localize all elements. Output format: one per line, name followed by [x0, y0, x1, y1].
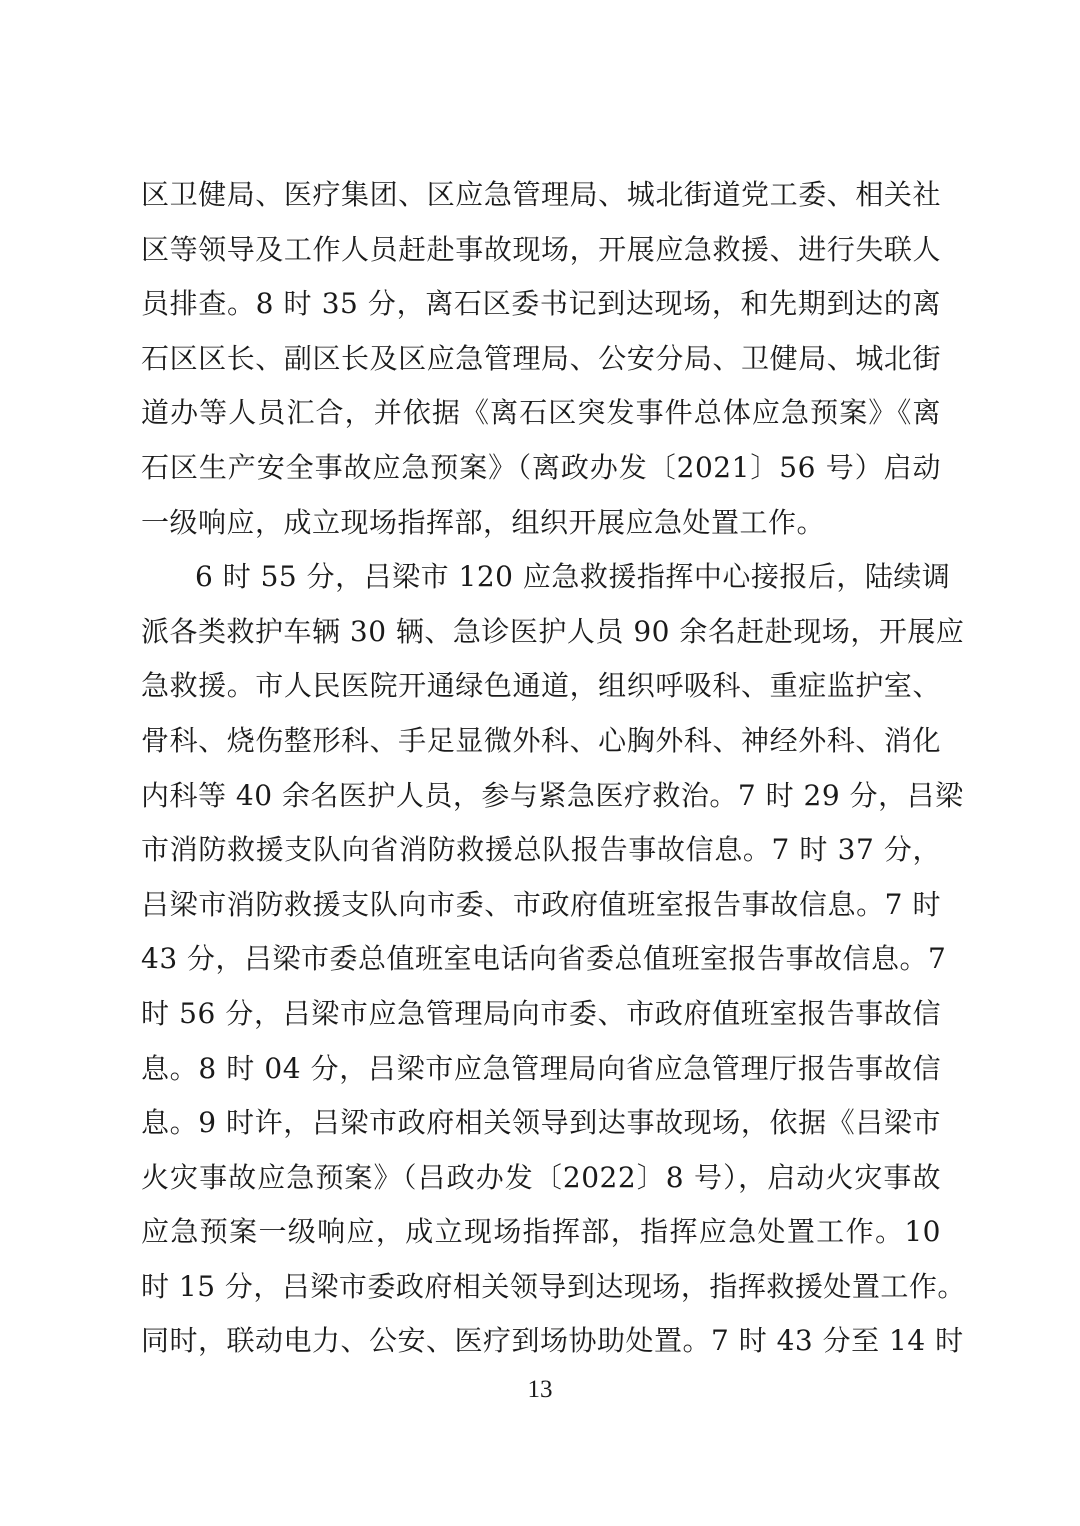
text-line: 应急预案一级响应，成立现场指挥部，指挥应急处置工作。10	[141, 1215, 941, 1249]
paragraph-2	[141, 550, 966, 1369]
text-line: 吕梁市消防救援支队向市委、市政府值班室报告事故信息。7 时	[141, 887, 941, 921]
text-line: 同时，联动电力、公安、医疗到场协助处置。7 时 43 分至 14 时	[141, 1324, 964, 1358]
body-text	[141, 168, 966, 1369]
text-line: 石区区长、副区长及区应急管理局、公安分局、卫健局、城北街	[141, 341, 941, 375]
text-line: 内科等 40 余名医护人员，参与紧急医疗救治。7 时 29 分，吕梁	[141, 778, 964, 812]
text-line: 时 56 分，吕梁市应急管理局向市委、市政府值班室报告事故信	[141, 996, 941, 1030]
text-line: 一级响应，成立现场指挥部，组织开展应急处置工作。	[141, 505, 826, 539]
text-line: 息。8 时 04 分，吕梁市应急管理局向省应急管理厅报告事故信	[141, 1051, 941, 1085]
text-line: 区卫健局、医疗集团、区应急管理局、城北街道党工委、相关社	[141, 178, 941, 211]
text-line: 急救援。市人民医院开通绿色通道，组织呼吸科、重症监护室、	[141, 669, 941, 703]
text-line: 火灾事故应急预案》（吕政办发〔2022〕8 号），启动火灾事故	[141, 1160, 941, 1194]
text-line: 石区生产安全事故应急预案》（离政办发〔2021〕56 号）启动	[141, 450, 941, 484]
text-line: 骨科、烧伤整形科、手足显微外科、心胸外科、神经外科、消化	[141, 723, 941, 757]
paragraph-1	[141, 168, 941, 550]
page-number: 13	[527, 1376, 553, 1403]
text-line: 市消防救援支队向省消防救援总队报告事故信息。7 时 37 分，	[141, 833, 941, 867]
text-line: 时 15 分，吕梁市委政府相关领导到达现场，指挥救援处置工作。	[141, 1269, 966, 1303]
text-line: 6 时 55 分，吕梁市 120 应急救援指挥中心接报后，陆续调	[195, 560, 951, 594]
text-line: 道办等人员汇合，并依据《离石区突发事件总体应急预案》《离	[141, 396, 941, 430]
text-line: 员排查。8 时 35 分，离石区委书记到达现场，和先期到达的离	[141, 287, 941, 321]
text-line: 息。9 时许，吕梁市政府相关领导到达事故现场，依据《吕梁市	[141, 1106, 941, 1140]
text-line: 43 分，吕梁市委总值班室电话向省委总值班室报告事故信息。7	[141, 942, 947, 976]
text-line: 派各类救护车辆 30 辆、急诊医护人员 90 余名赶赴现场，开展应	[141, 614, 965, 648]
text-line: 区等领导及工作人员赶赴事故现场，开展应急救援、进行失联人	[141, 232, 941, 266]
